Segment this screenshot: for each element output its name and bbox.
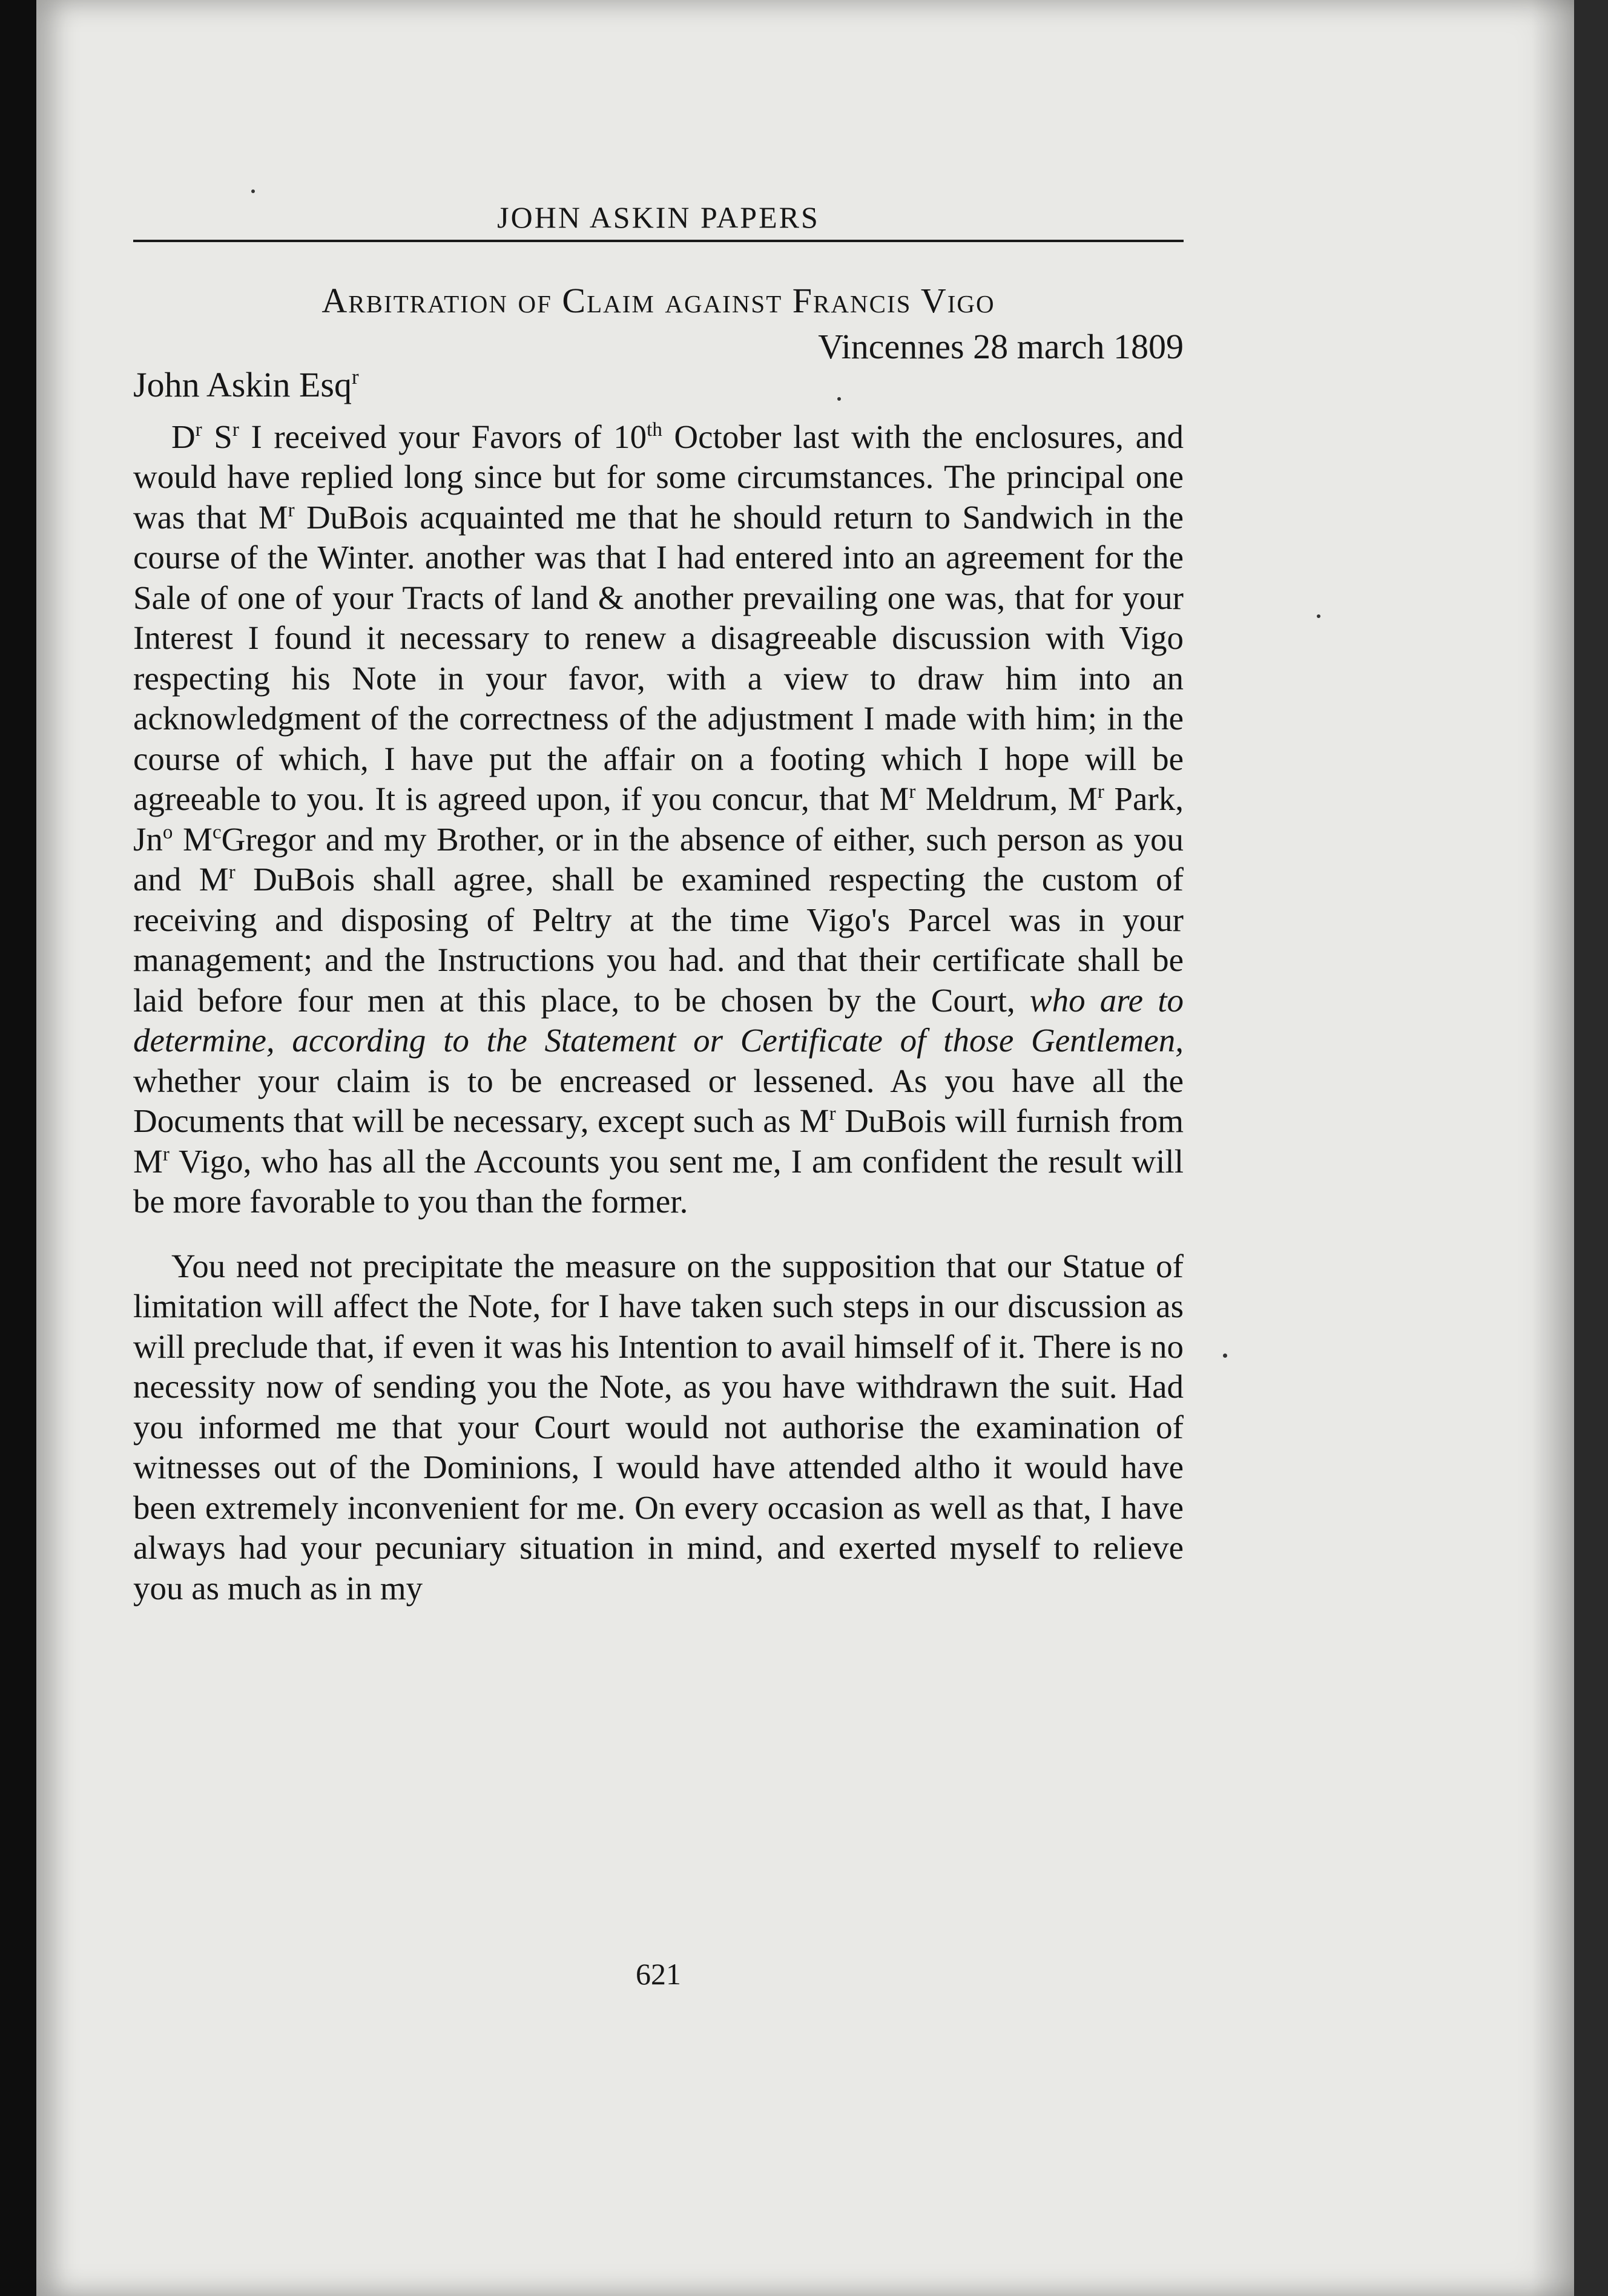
text-run: DuBois will furnish from M [133, 1102, 1184, 1180]
superscript: r [288, 499, 295, 521]
text-run: Park, Jn [133, 780, 1184, 858]
salutation [133, 364, 1223, 406]
superscript: r [162, 1143, 170, 1165]
document-title: Arbitration of Claim against Francis Vigo [321, 281, 995, 320]
paper-speck [1317, 614, 1320, 618]
paper-speck [1223, 1354, 1227, 1358]
dateline: Vincennes 28 march 1809 [818, 326, 1184, 366]
text-run: Vigo, who has all the Accounts you sent me, I am confident the result will be more favorable to you than the former. [133, 1142, 1184, 1220]
letter-paragraph-1 [133, 417, 1184, 1222]
italic-text: who are to determine, according to the Statement or Certificate of those Gentlemen, [133, 981, 1184, 1059]
superscript: r [1097, 781, 1104, 803]
text-run: I received your Favors of 10 [239, 418, 647, 455]
book-page [36, 0, 1574, 2296]
superscript: th [647, 418, 662, 441]
running-head: JOHN ASKIN PAPERS [133, 200, 1184, 242]
paper-speck [251, 189, 255, 193]
superscript: r [909, 781, 916, 803]
opening-sr: S [214, 418, 232, 455]
text-run: Gregor and my Brother, or in the absence of either, such person as you and M [133, 820, 1184, 898]
text-run: DuBois shall agree, shall be examined respecting the custom of receiving and disposing of Peltry at the time Vigo's Parcel was in your management; and the Instructions you had. and that their certificate shall be laid before four men at this place, to be chosen by the Court, [133, 861, 1184, 1019]
superscript: c [212, 821, 222, 843]
opening-sr-sup: r [232, 418, 239, 441]
salutation-sup: r [351, 365, 359, 389]
text-run: October last with the enclosures, and would have replied long since but for some circumstances. The principal one was that M [133, 418, 1184, 536]
text-run: Meldrum, M [915, 780, 1098, 818]
letter-paragraph-2: You need not precipitate the measure on the supposition that our Statue of limitation will affect the Note, for I have taken such steps in our discussion as will preclude that, if even it was his Intention to avail himself of it. There is no necessity now of sending you the Note, as you have withdrawn the suit. Had you informed me that your Court would not authorise the examination of witnesses out of the Dominions, I would have attended altho it would have been extremely inconvenient for me. On every occasion as well as that, I have always had your pecuniary situation in mind, and exerted myself to relieve you as much as in my [133, 1247, 1184, 1607]
page-number: 621 [636, 1957, 681, 1991]
text-run: M [173, 820, 213, 858]
text-run: whether your claim is to be encreased or lessened. As you have all the Documents that will be necessary, except such as M [133, 1062, 1184, 1140]
opening-dr: D [171, 418, 196, 455]
superscript: r [228, 861, 236, 884]
superscript: o [162, 821, 173, 843]
text-run: DuBois acquainted me that he should return to Sandwich in the course of the Winter. another was that I had entered into an agreement for the Sale of one of your Tracts of land & another prevailing one was, that for your Interest I found it necessary to renew a disagreeable discussion with Vigo respecting his Note in your favor, with a view to draw him into an acknowledgment of the correctness of the adjustment I made with him; in the course of which, I have put the affair on a footing which I hope will be agreeable to you. It is agreed upon, if you concur, that M [133, 498, 1184, 818]
page-gutter-shadow [1532, 0, 1574, 2296]
page-content [133, 200, 1223, 1608]
superscript: r [829, 1103, 836, 1125]
salutation-name: John Askin Esq [133, 365, 352, 405]
opening-dr-sup: r [195, 418, 202, 441]
